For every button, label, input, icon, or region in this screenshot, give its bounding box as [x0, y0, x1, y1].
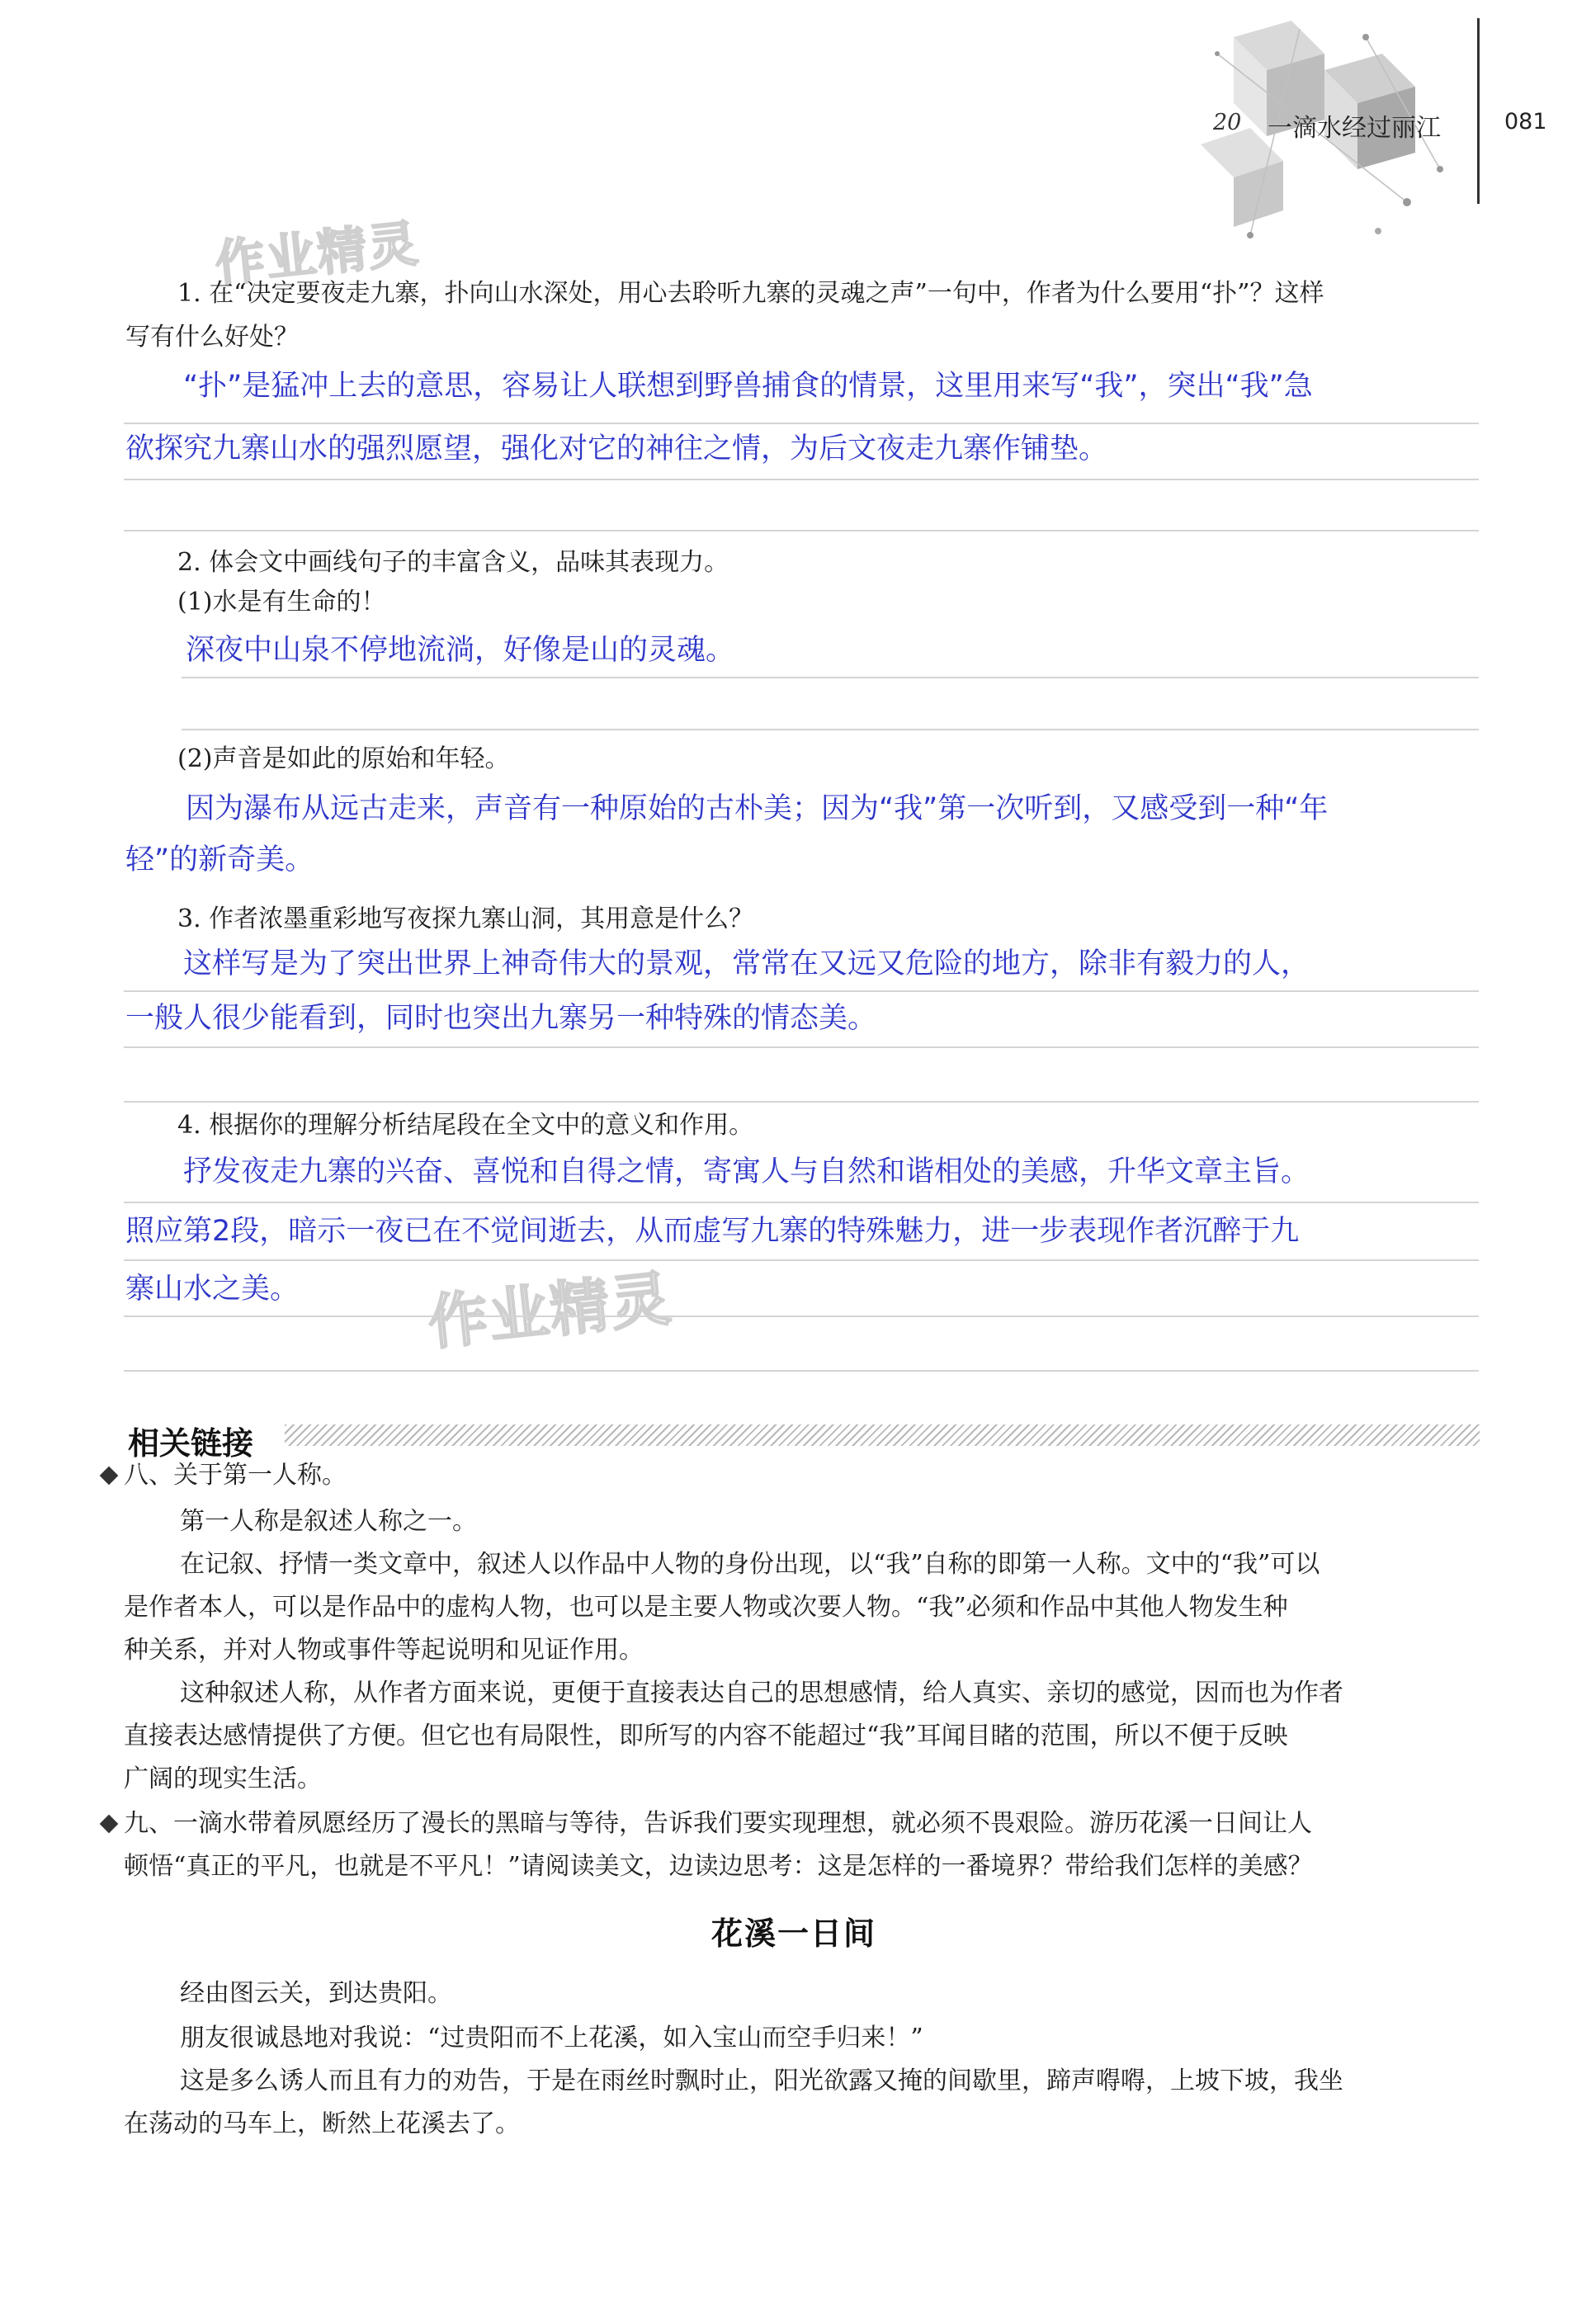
- item8-title: 八、关于第一人称。: [124, 1461, 347, 1490]
- q2-prompt: 2. 体会文中画线句子的丰富含义，品味其表现力。: [177, 548, 729, 577]
- item8-para2-line1: 在记叙、抒情一类文章中，叙述人以作品中人物的身份出现，以“我”自称的即第一人称。文中的“我”可以: [180, 1550, 1320, 1579]
- section-title: 相关链接: [128, 1425, 254, 1462]
- article-line3: 这是多么诱人而且有力的劝告，于是在雨丝时飘时止，阳光欲露又掩的间歇里，蹄声嘚嘚，上坡下坡，我坐: [180, 2067, 1343, 2095]
- item8-para3-line3: 广阔的现实生活。: [124, 1764, 322, 1793]
- answer-rule: [124, 479, 1479, 480]
- q2-sub1-answer: 深夜中山泉不停地流淌，好像是山的灵魂。: [186, 634, 735, 667]
- answer-rule: [124, 530, 1479, 531]
- q4-answer-line3: 寨山水之美。: [125, 1273, 300, 1306]
- item9-line1: 九、一滴水带着夙愿经历了漫长的黑暗与等待，告诉我们要实现理想，就必须不畏艰险。游历花溪一日间让人: [124, 1809, 1312, 1838]
- section-title-hatch: [285, 1424, 1480, 1446]
- item8-para2-line2: 是作者本人，可以是作品中的虚构人物，也可以是主要人物或次要人物。“我”必须和作品中其他人物发生种: [124, 1593, 1288, 1622]
- q2-sub1-prompt: (1)水是有生命的！: [177, 588, 386, 616]
- item8-para3-line2: 直接表达感情提供了方便。但它也有局限性，即所写的内容不能超过“我”耳闻目睹的范围，所以不便于反映: [124, 1722, 1288, 1750]
- q2-sub2-answer-line1: 因为瀑布从远古走来，声音有一种原始的古朴美；因为“我”第一次听到，又感受到一种“年: [186, 792, 1329, 825]
- article-line4: 在荡动的马车上，断然上花溪去了。: [124, 2109, 520, 2138]
- answer-rule: [124, 1101, 1479, 1103]
- watermark-middle: 作业精灵: [425, 1263, 676, 1358]
- answer-rule: [124, 1316, 1479, 1317]
- header-divider: [1477, 18, 1480, 204]
- article-title: 花溪一日间: [711, 1915, 877, 1952]
- item9-line2: 顿悟“真正的平凡，也就是不平凡！”请阅读美文，边读边思考：这是怎样的一番境界？带给我们怎样的美感？: [124, 1852, 1313, 1881]
- answer-rule: [182, 729, 1479, 730]
- chapter-title: 一滴水经过丽江: [1268, 114, 1441, 143]
- page-number: 081: [1504, 109, 1547, 135]
- q1-prompt-line1: 1. 在“决定要夜走九寨，扑向山水深处，用心去聆听九寨的灵魂之声”一句中，作者为什么要用“扑”？这样: [177, 279, 1324, 308]
- chapter-number: 20: [1213, 110, 1242, 135]
- q4-answer-line1: 抒发夜走九寨的兴奋、喜悦和自得之情，寄寓人与自然和谐相处的美感，升华文章主旨。: [183, 1155, 1310, 1188]
- item8-para1: 第一人称是叙述人称之一。: [180, 1507, 477, 1536]
- q1-prompt-line2: 写有什么好处？: [125, 323, 299, 352]
- watermark-top: 作业精灵: [212, 215, 423, 294]
- q1-answer-line1: “扑”是猛冲上去的意思，容易让人联想到野兽捕食的情景，这里用来写“我”，突出“我”急: [183, 370, 1313, 403]
- q4-answer-line2: 照应第2段，暗示一夜已在不觉间逝去，从而虚写九寨的特殊魅力，进一步表现作者沉醉于九: [125, 1215, 1300, 1248]
- q3-prompt: 3. 作者浓墨重彩地写夜探九寨山洞，其用意是什么？: [177, 905, 754, 933]
- q2-sub2-prompt: (2)声音是如此的原始和年轻。: [177, 744, 510, 773]
- q2-sub2-answer-line2: 轻”的新奇美。: [125, 843, 314, 876]
- answer-rule: [124, 1046, 1479, 1048]
- article-line2: 朋友很诚恳地对我说：“过贵阳而不上花溪，如入宝山而空手归来！”: [180, 2024, 923, 2052]
- q4-prompt: 4. 根据你的理解分析结尾段在全文中的意义和作用。: [177, 1111, 754, 1140]
- q1-answer-line2: 欲探究九寨山水的强烈愿望，强化对它的神往之情，为后文夜走九寨作铺垫。: [125, 432, 1108, 465]
- item8-para3-line1: 这种叙述人称，从作者方面来说，更便于直接表达自己的思想感情，给人真实、亲切的感觉，因而也为作者: [180, 1679, 1343, 1708]
- q3-answer-line2: 一般人很少能看到，同时也突出九寨另一种特殊的情态美。: [125, 1002, 877, 1035]
- bullet-diamond-icon: [100, 1815, 119, 1834]
- bullet-diamond-icon: [100, 1467, 119, 1486]
- answer-rule: [124, 1370, 1479, 1372]
- article-line1: 经由图云关，到达贵阳。: [180, 1979, 452, 2008]
- answer-rule: [124, 1259, 1479, 1261]
- answer-rule: [182, 677, 1479, 678]
- q3-answer-line1: 这样写是为了突出世界上神奇伟大的景观，常常在又远又危险的地方，除非有毅力的人，: [183, 947, 1310, 980]
- item8-para2-line3: 种关系，并对人物或事件等起说明和见证作用。: [124, 1636, 644, 1665]
